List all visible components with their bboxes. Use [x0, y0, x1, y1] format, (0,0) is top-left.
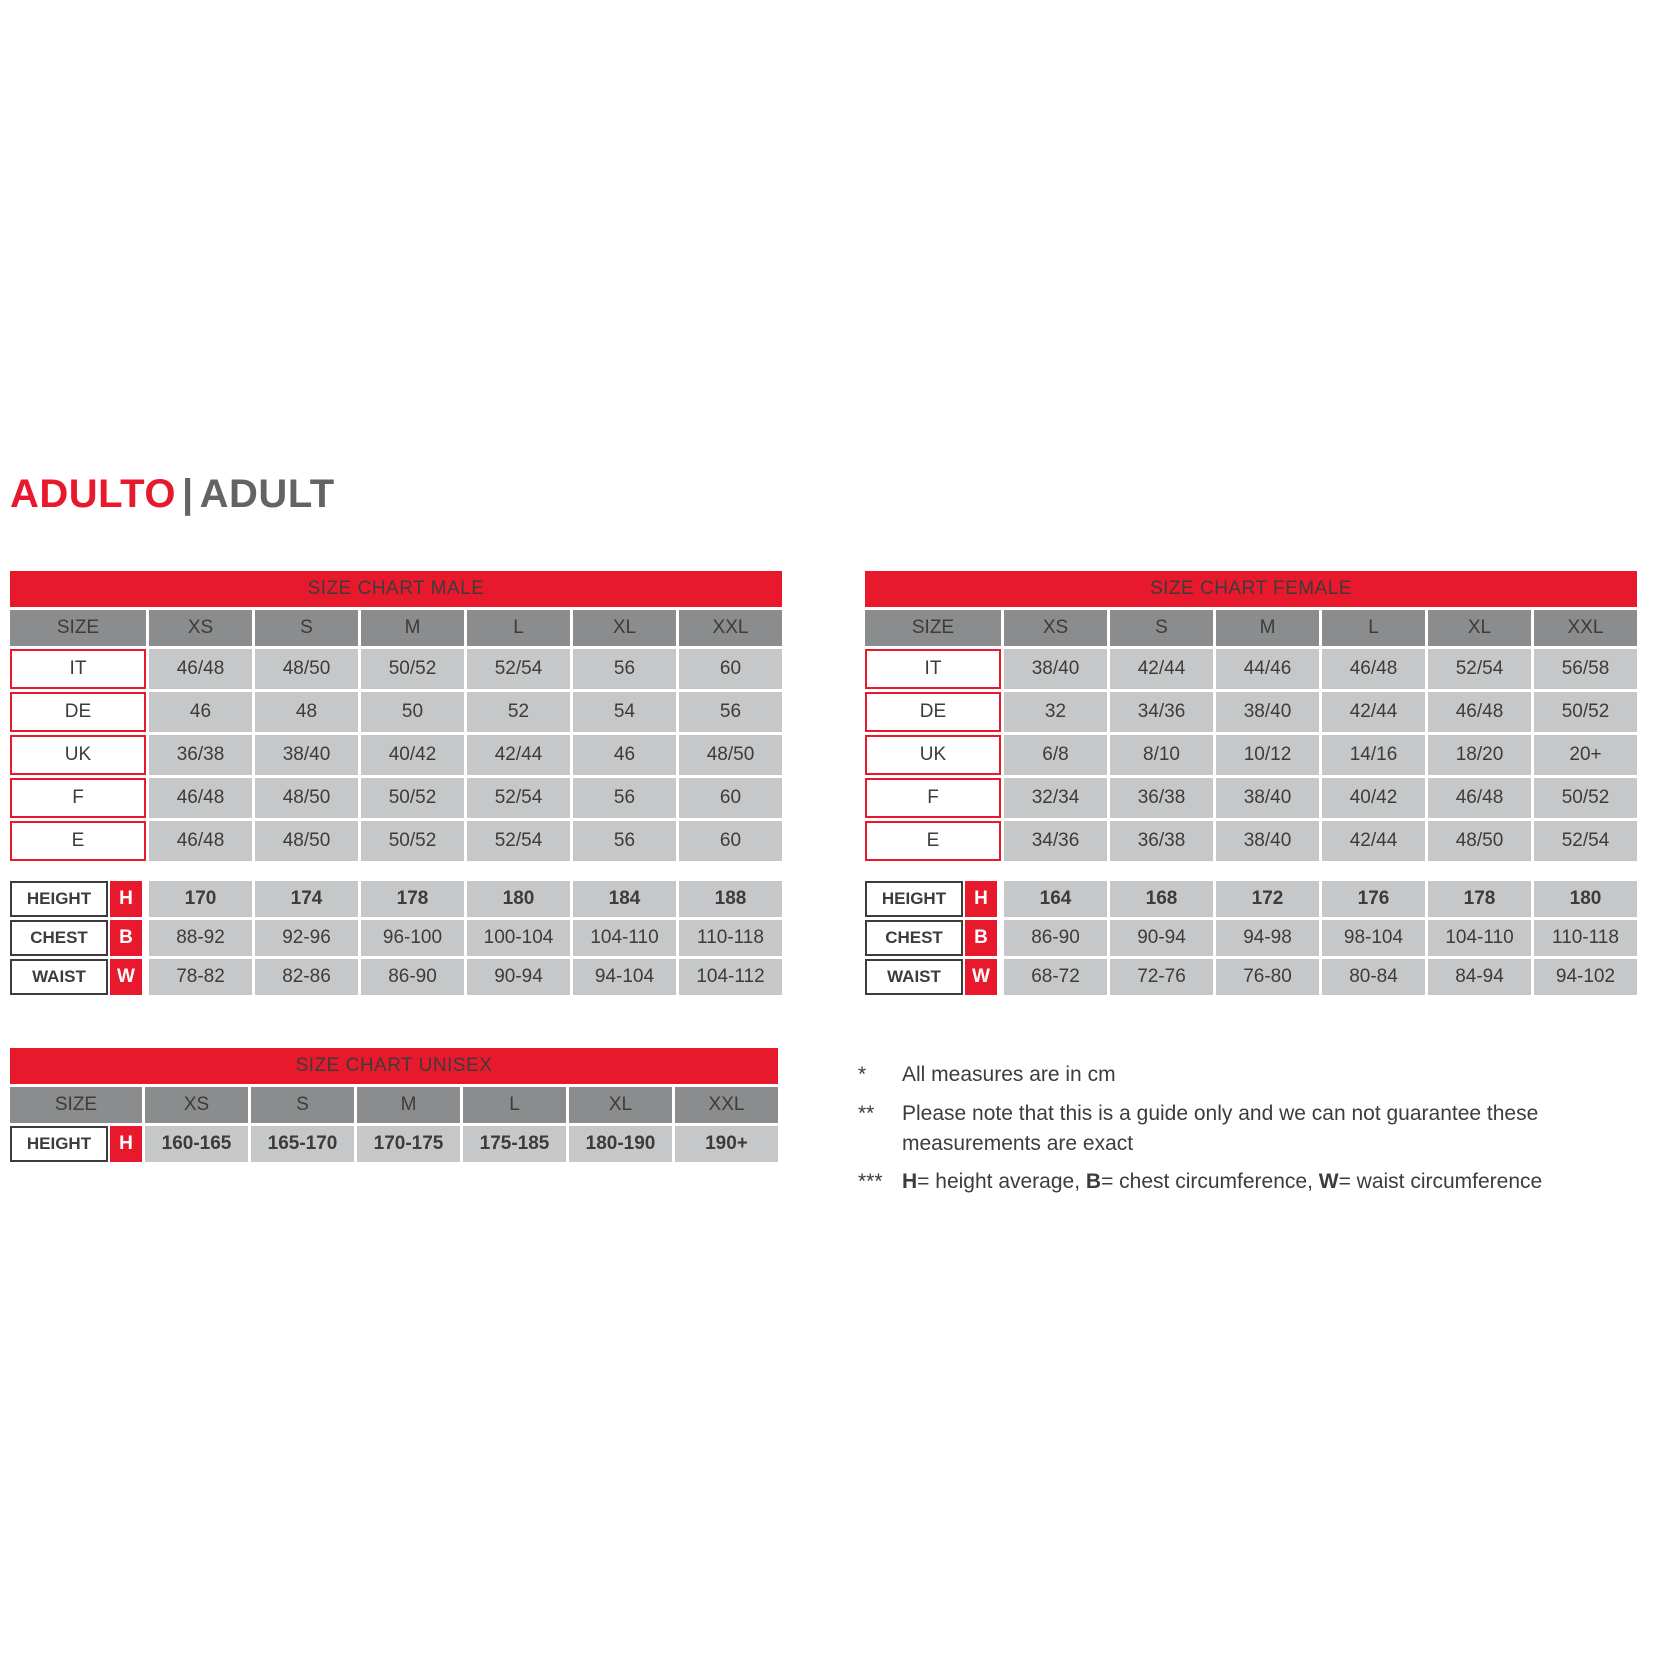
- table-row: [865, 821, 1637, 861]
- male-chart-header: SIZE CHART MALE: [10, 571, 782, 607]
- table-row: [10, 920, 782, 956]
- female-e-s: 36/38: [1110, 821, 1213, 861]
- female-row-label-f: F: [865, 778, 1001, 818]
- male-waist-l: 90-94: [467, 959, 570, 995]
- column-header-row: [10, 610, 782, 646]
- male-uk-xl: 46: [573, 735, 676, 775]
- female-waist-s: 72-76: [1110, 959, 1213, 995]
- female-chest-label-text: CHEST: [865, 920, 963, 956]
- note-item: [858, 1167, 1654, 1197]
- male-uk-xxl: 48/50: [679, 735, 782, 775]
- male-e-xxl: 60: [679, 821, 782, 861]
- table-spacer-row: [10, 864, 782, 878]
- waist-key-icon: W: [110, 959, 142, 995]
- male-waist-xxl: 104-112: [679, 959, 782, 995]
- note-item: [858, 1099, 1654, 1159]
- chest-key-icon: B: [965, 920, 997, 956]
- female-f-l: 40/42: [1322, 778, 1425, 818]
- table-row: [10, 821, 782, 861]
- unisex-height-xxl: 190+: [675, 1126, 778, 1162]
- female-e-xs: 34/36: [1004, 821, 1107, 861]
- note-item: [858, 1060, 1654, 1090]
- female-uk-xxl: 20+: [1534, 735, 1637, 775]
- male-size-xl: XL: [573, 610, 676, 646]
- size-chart-female: [862, 568, 1640, 998]
- female-e-xxl: 52/54: [1534, 821, 1637, 861]
- note-text-legend: H= height average, B= chest circumference, W= waist circumference: [902, 1170, 1543, 1194]
- unisex-size-xxl: XXL: [675, 1087, 778, 1123]
- male-e-m: 50/52: [361, 821, 464, 861]
- male-uk-m: 40/42: [361, 735, 464, 775]
- unisex-height-s: 165-170: [251, 1126, 354, 1162]
- female-f-m: 38/40: [1216, 778, 1319, 818]
- male-f-xxl: 60: [679, 778, 782, 818]
- table-row: [10, 692, 782, 732]
- page-title-italian: ADULTO: [10, 472, 176, 516]
- page-title-separator: |: [181, 472, 194, 516]
- female-height-l: 176: [1322, 881, 1425, 917]
- size-chart-male: [7, 568, 785, 998]
- male-de-l: 52: [467, 692, 570, 732]
- female-chest-l: 98-104: [1322, 920, 1425, 956]
- male-chest-label-text: CHEST: [10, 920, 108, 956]
- table-row: [865, 692, 1637, 732]
- male-waist-label-text: WAIST: [10, 959, 108, 995]
- male-height-s: 174: [255, 881, 358, 917]
- unisex-height-xs: 160-165: [145, 1126, 248, 1162]
- male-height-xl: 184: [573, 881, 676, 917]
- male-row-label-f: F: [10, 778, 146, 818]
- male-de-s: 48: [255, 692, 358, 732]
- unisex-size-xl: XL: [569, 1087, 672, 1123]
- female-size-label: SIZE: [865, 610, 1001, 646]
- female-uk-xl: 18/20: [1428, 735, 1531, 775]
- size-chart-unisex: [7, 1045, 781, 1165]
- male-size-s: S: [255, 610, 358, 646]
- male-row-label-it: IT: [10, 649, 146, 689]
- female-row-label-it: IT: [865, 649, 1001, 689]
- female-size-xxl: XXL: [1534, 610, 1637, 646]
- female-de-xxl: 50/52: [1534, 692, 1637, 732]
- female-measure-waist-label: [865, 959, 1001, 995]
- female-height-label-text: HEIGHT: [865, 881, 963, 917]
- table-header-row: [865, 571, 1637, 607]
- female-waist-label-text: WAIST: [865, 959, 963, 995]
- male-measure-waist-label: [10, 959, 146, 995]
- unisex-height-m: 170-175: [357, 1126, 460, 1162]
- male-height-xxl: 188: [679, 881, 782, 917]
- female-f-xl: 46/48: [1428, 778, 1531, 818]
- female-uk-l: 14/16: [1322, 735, 1425, 775]
- unisex-measure-height-label: [10, 1126, 142, 1162]
- female-uk-s: 8/10: [1110, 735, 1213, 775]
- male-size-m: M: [361, 610, 464, 646]
- male-e-xl: 56: [573, 821, 676, 861]
- male-de-m: 50: [361, 692, 464, 732]
- female-it-s: 42/44: [1110, 649, 1213, 689]
- male-height-label-text: HEIGHT: [10, 881, 108, 917]
- female-chart-header: SIZE CHART FEMALE: [865, 571, 1637, 607]
- male-chest-l: 100-104: [467, 920, 570, 956]
- male-waist-s: 82-86: [255, 959, 358, 995]
- note-marker: **: [858, 1101, 875, 1125]
- table-row: [865, 735, 1637, 775]
- male-chest-xs: 88-92: [149, 920, 252, 956]
- female-height-xl: 178: [1428, 881, 1531, 917]
- male-chest-m: 96-100: [361, 920, 464, 956]
- male-uk-xs: 36/38: [149, 735, 252, 775]
- male-f-l: 52/54: [467, 778, 570, 818]
- male-size-l: L: [467, 610, 570, 646]
- female-it-l: 46/48: [1322, 649, 1425, 689]
- note-marker: ***: [858, 1170, 883, 1194]
- male-row-label-de: DE: [10, 692, 146, 732]
- male-e-l: 52/54: [467, 821, 570, 861]
- male-it-xl: 56: [573, 649, 676, 689]
- female-size-m: M: [1216, 610, 1319, 646]
- table-row: [10, 959, 782, 995]
- table-row: [865, 649, 1637, 689]
- note-text: All measures are in cm: [902, 1063, 1116, 1086]
- height-key-icon: H: [965, 881, 997, 917]
- column-header-row: [865, 610, 1637, 646]
- table-row: [865, 959, 1637, 995]
- female-it-m: 44/46: [1216, 649, 1319, 689]
- column-header-row: [10, 1087, 778, 1123]
- waist-key-icon: W: [965, 959, 997, 995]
- male-it-l: 52/54: [467, 649, 570, 689]
- table-header-row: [10, 1048, 778, 1084]
- male-it-m: 50/52: [361, 649, 464, 689]
- female-height-xxl: 180: [1534, 881, 1637, 917]
- table-row: [865, 778, 1637, 818]
- female-size-s: S: [1110, 610, 1213, 646]
- spacer: [10, 864, 782, 878]
- male-e-xs: 46/48: [149, 821, 252, 861]
- female-chest-xxl: 110-118: [1534, 920, 1637, 956]
- note-text: Please note that this is a guide only and we can not guarantee these measurements are exact: [902, 1101, 1539, 1155]
- female-de-s: 34/36: [1110, 692, 1213, 732]
- male-de-xs: 46: [149, 692, 252, 732]
- unisex-size-m: M: [357, 1087, 460, 1123]
- female-waist-xl: 84-94: [1428, 959, 1531, 995]
- female-uk-m: 10/12: [1216, 735, 1319, 775]
- female-measure-chest-label: [865, 920, 1001, 956]
- female-size-l: L: [1322, 610, 1425, 646]
- male-row-label-e: E: [10, 821, 146, 861]
- female-e-m: 38/40: [1216, 821, 1319, 861]
- male-row-label-uk: UK: [10, 735, 146, 775]
- male-chest-xxl: 110-118: [679, 920, 782, 956]
- height-key-icon: H: [110, 881, 142, 917]
- height-key-icon: H: [110, 1126, 142, 1162]
- chest-key-icon: B: [110, 920, 142, 956]
- female-waist-m: 76-80: [1216, 959, 1319, 995]
- female-height-xs: 164: [1004, 881, 1107, 917]
- female-waist-xxl: 94-102: [1534, 959, 1637, 995]
- male-f-xl: 56: [573, 778, 676, 818]
- male-f-xs: 46/48: [149, 778, 252, 818]
- male-it-s: 48/50: [255, 649, 358, 689]
- female-de-l: 42/44: [1322, 692, 1425, 732]
- female-f-xs: 32/34: [1004, 778, 1107, 818]
- female-height-m: 172: [1216, 881, 1319, 917]
- male-measure-height-label: [10, 881, 146, 917]
- male-waist-xs: 78-82: [149, 959, 252, 995]
- female-height-s: 168: [1110, 881, 1213, 917]
- female-chest-xl: 104-110: [1428, 920, 1531, 956]
- female-size-xs: XS: [1004, 610, 1107, 646]
- note-marker: *: [858, 1063, 867, 1086]
- female-de-xl: 46/48: [1428, 692, 1531, 732]
- male-height-m: 178: [361, 881, 464, 917]
- male-waist-m: 86-90: [361, 959, 464, 995]
- male-size-xs: XS: [149, 610, 252, 646]
- female-it-xs: 38/40: [1004, 649, 1107, 689]
- female-row-label-de: DE: [865, 692, 1001, 732]
- female-size-xl: XL: [1428, 610, 1531, 646]
- table-spacer-row: [865, 864, 1637, 878]
- male-chest-xl: 104-110: [573, 920, 676, 956]
- table-row: [10, 1126, 778, 1162]
- spacer: [865, 864, 1637, 878]
- page-title: [10, 472, 335, 517]
- female-row-label-e: E: [865, 821, 1001, 861]
- male-it-xxl: 60: [679, 649, 782, 689]
- female-de-m: 38/40: [1216, 692, 1319, 732]
- table-row: [865, 881, 1637, 917]
- female-chest-m: 94-98: [1216, 920, 1319, 956]
- notes-block: [858, 1060, 1654, 1206]
- male-waist-xl: 94-104: [573, 959, 676, 995]
- table-row: [10, 649, 782, 689]
- female-e-l: 42/44: [1322, 821, 1425, 861]
- male-f-m: 50/52: [361, 778, 464, 818]
- female-it-xl: 52/54: [1428, 649, 1531, 689]
- female-chest-xs: 86-90: [1004, 920, 1107, 956]
- table-row: [10, 881, 782, 917]
- unisex-height-label-text: HEIGHT: [10, 1126, 108, 1162]
- male-e-s: 48/50: [255, 821, 358, 861]
- female-f-s: 36/38: [1110, 778, 1213, 818]
- female-f-xxl: 50/52: [1534, 778, 1637, 818]
- female-chest-s: 90-94: [1110, 920, 1213, 956]
- unisex-size-label: SIZE: [10, 1087, 142, 1123]
- male-height-xs: 170: [149, 881, 252, 917]
- female-de-xs: 32: [1004, 692, 1107, 732]
- female-waist-xs: 68-72: [1004, 959, 1107, 995]
- unisex-size-l: L: [463, 1087, 566, 1123]
- female-it-xxl: 56/58: [1534, 649, 1637, 689]
- male-chest-s: 92-96: [255, 920, 358, 956]
- male-measure-chest-label: [10, 920, 146, 956]
- female-uk-xs: 6/8: [1004, 735, 1107, 775]
- unisex-size-xs: XS: [145, 1087, 248, 1123]
- male-size-xxl: XXL: [679, 610, 782, 646]
- female-e-xl: 48/50: [1428, 821, 1531, 861]
- female-row-label-uk: UK: [865, 735, 1001, 775]
- male-uk-l: 42/44: [467, 735, 570, 775]
- table-row: [10, 778, 782, 818]
- unisex-height-xl: 180-190: [569, 1126, 672, 1162]
- male-de-xl: 54: [573, 692, 676, 732]
- male-de-xxl: 56: [679, 692, 782, 732]
- male-height-l: 180: [467, 881, 570, 917]
- page-title-english: ADULT: [199, 472, 335, 516]
- table-row: [10, 735, 782, 775]
- table-header-row: [10, 571, 782, 607]
- female-waist-l: 80-84: [1322, 959, 1425, 995]
- unisex-size-s: S: [251, 1087, 354, 1123]
- male-size-label: SIZE: [10, 610, 146, 646]
- male-it-xs: 46/48: [149, 649, 252, 689]
- unisex-height-l: 175-185: [463, 1126, 566, 1162]
- female-measure-height-label: [865, 881, 1001, 917]
- male-uk-s: 38/40: [255, 735, 358, 775]
- male-f-s: 48/50: [255, 778, 358, 818]
- unisex-chart-header: SIZE CHART UNISEX: [10, 1048, 778, 1084]
- table-row: [865, 920, 1637, 956]
